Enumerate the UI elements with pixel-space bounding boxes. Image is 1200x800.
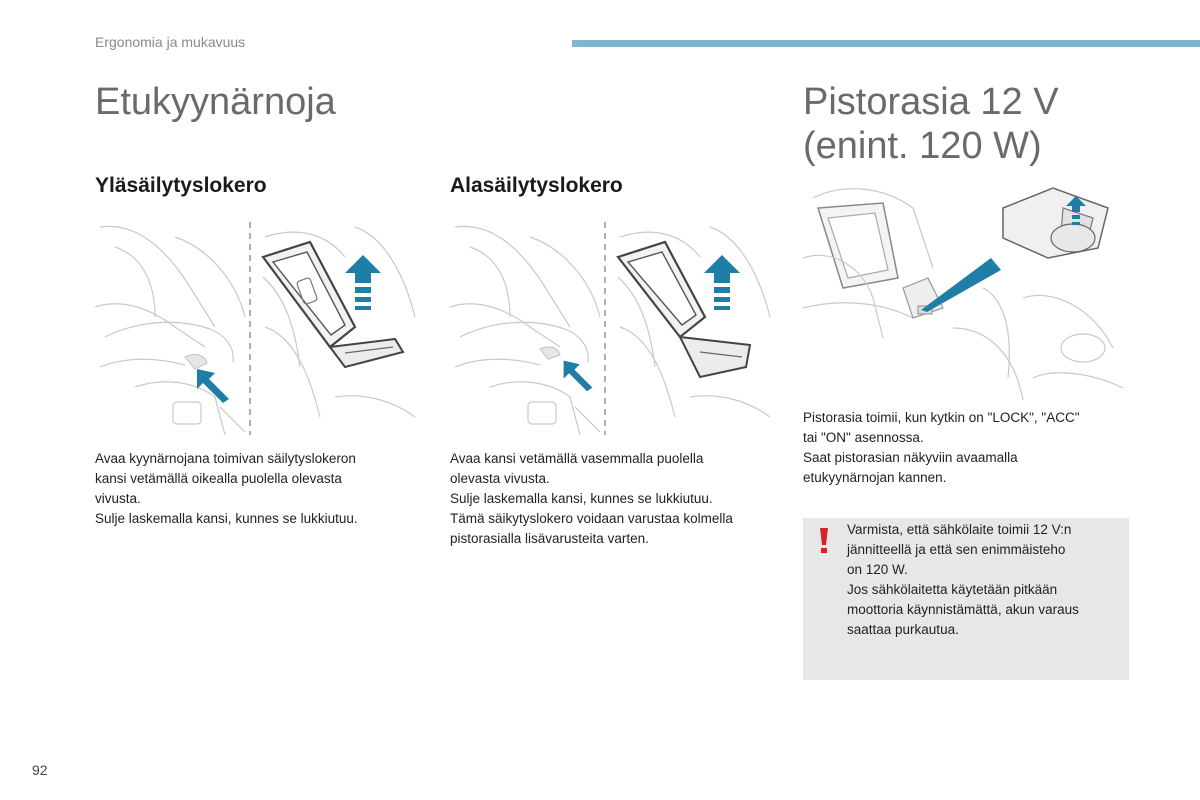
- text-line: Avaa kansi vetämällä vasemmalla puolella: [450, 451, 704, 466]
- text-line: Pistorasia toimii, kun kytkin on "LOCK", "ACC": [803, 410, 1080, 425]
- text-line: Avaa kyynärnojana toimivan säilytyslokeron: [95, 451, 356, 466]
- text-line: Tämä säikytyslokero voidaan varustaa kolmella: [450, 511, 733, 526]
- heading-upper-compartment: Yläsäilytyslokero: [95, 174, 267, 197]
- text-line: Sulje laskemalla kansi, kunnes se lukkiutuu.: [95, 511, 358, 526]
- warning-box: [803, 518, 1129, 680]
- page-title-socket: [803, 80, 1183, 168]
- text-line: pistorasialla lisävarusteita varten.: [450, 531, 649, 546]
- exclamation-icon: [817, 526, 831, 554]
- page-title-armrest: Etukyynärnoja: [95, 81, 336, 123]
- text-line: Sulje laskemalla kansi, kunnes se lukkiutuu.: [450, 491, 713, 506]
- text-line: moottoria käynnistämättä, akun varaus: [847, 602, 1079, 617]
- lower-compartment-illustration: [450, 217, 775, 435]
- upper-compartment-text: [95, 449, 415, 529]
- text-line: etukyynärnojan kannen.: [803, 470, 947, 485]
- header-accent-bar: [572, 40, 1200, 47]
- section-label: Ergonomia ja mukavuus: [95, 34, 246, 50]
- socket-title-line-1: Pistorasia 12 V: [803, 81, 1059, 123]
- socket-title-line-2: (enint. 120 W): [803, 125, 1042, 167]
- pull-lever-arrow-icon: [560, 357, 596, 393]
- text-line: on 120 W.: [847, 562, 908, 577]
- text-line: kansi vetämällä oikealla puolella olevasta: [95, 471, 342, 486]
- text-line: Jos sähkölaitetta käytetään pitkään: [847, 582, 1058, 597]
- text-line: olevasta vivusta.: [450, 471, 550, 486]
- arrow-up-icon: [1065, 194, 1087, 230]
- pointer-callout-icon: [921, 250, 1001, 312]
- text-line: vivusta.: [95, 491, 141, 506]
- lower-compartment-text: [450, 449, 780, 549]
- socket-illustration: [803, 178, 1130, 400]
- text-line: Varmista, että sähkölaite toimii 12 V:n: [847, 522, 1072, 537]
- upper-compartment-illustration: [95, 217, 420, 435]
- text-line: tai "ON" asennossa.: [803, 430, 924, 445]
- pull-lever-arrow-icon: [193, 365, 233, 405]
- warning-text: [847, 520, 1117, 640]
- page-number: 92: [32, 762, 48, 778]
- arrow-up-icon: [702, 253, 742, 313]
- text-line: jännitteellä ja että sen enimmäisteho: [847, 542, 1066, 557]
- text-line: saattaa purkautua.: [847, 622, 959, 637]
- text-line: Saat pistorasian näkyviin avaamalla: [803, 450, 1018, 465]
- arrow-up-icon: [343, 253, 383, 313]
- heading-lower-compartment: Alasäilytyslokero: [450, 174, 623, 197]
- socket-text: [803, 408, 1133, 488]
